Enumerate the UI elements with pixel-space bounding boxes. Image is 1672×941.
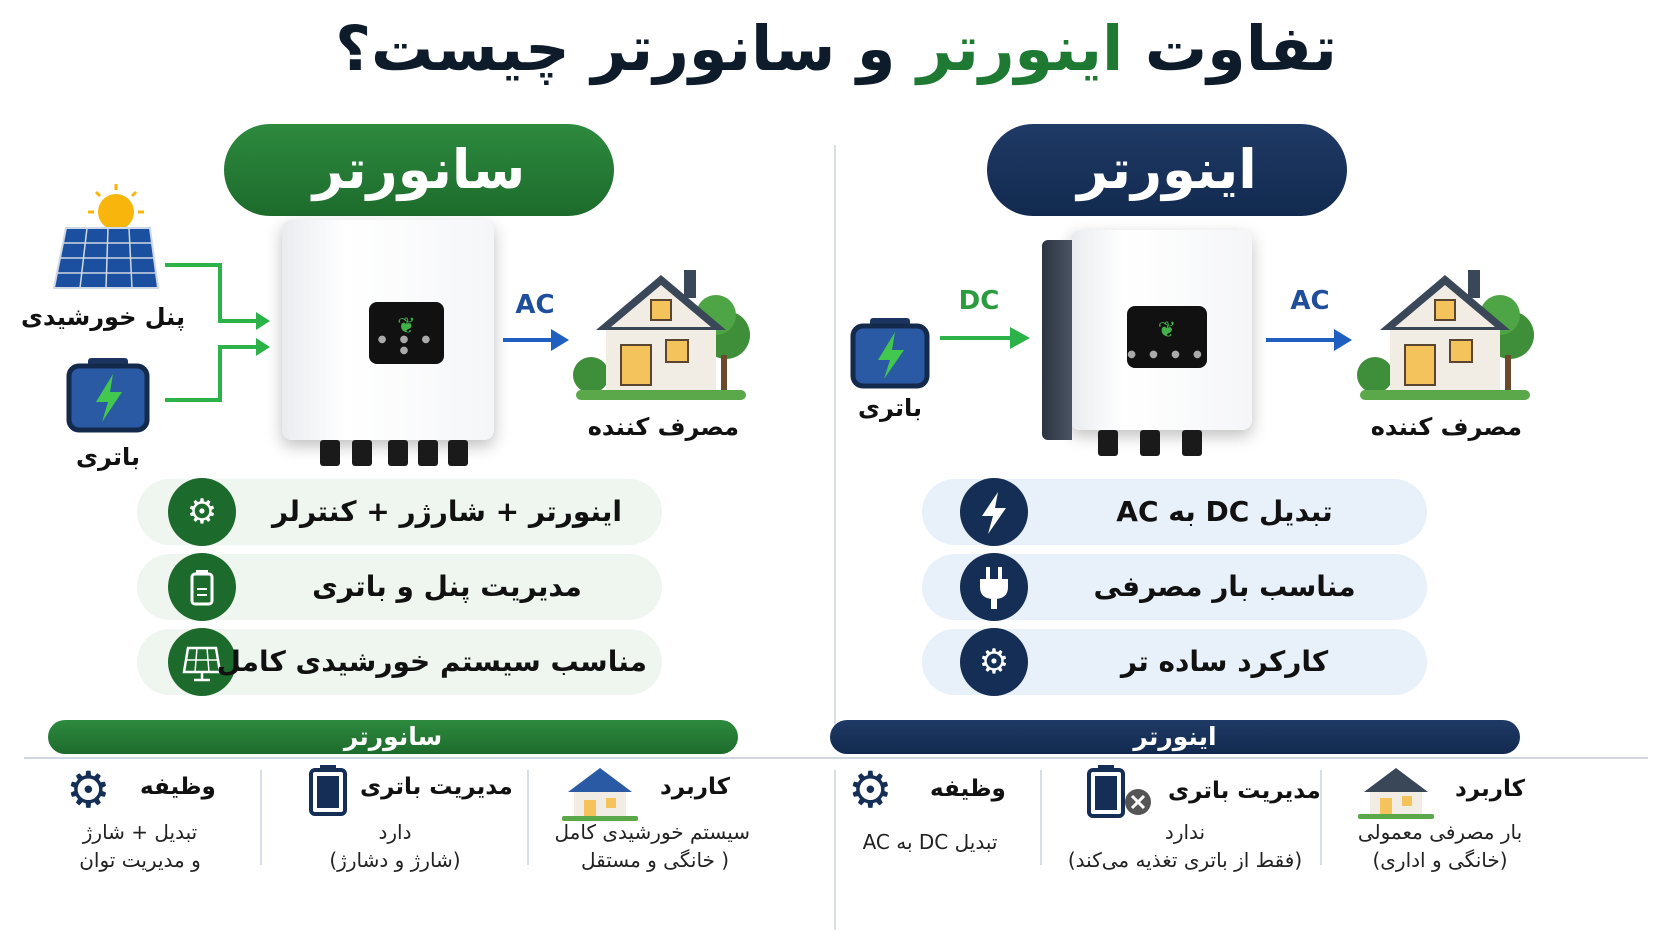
battery-text-left [305, 818, 485, 874]
solar-panel-label: پنل خورشیدی [20, 303, 185, 331]
separator [260, 770, 262, 865]
battery-outline-icon [308, 764, 348, 816]
gear-icon: ⚙ [168, 478, 236, 546]
gear-icon: ⚙ [848, 761, 893, 819]
battery-line: (فقط از باتری تغذیه می‌کند) [1067, 848, 1303, 872]
separator [527, 770, 529, 865]
battery-text-right [1065, 818, 1305, 874]
house-icon [1350, 255, 1540, 405]
separator [1040, 770, 1042, 865]
plug-icon [960, 553, 1028, 621]
battery-small-icon [168, 553, 236, 621]
sunverter-header: سانورتر [224, 124, 614, 216]
bottom-divider [24, 757, 1648, 759]
device-buttons: ● ● ● ● [377, 334, 436, 356]
device-screen [1127, 306, 1207, 368]
feature-text: مناسب بار مصرفی [1093, 570, 1356, 603]
battery-line: ندارد [1164, 820, 1206, 844]
function-text-right [845, 828, 1015, 856]
usage-line: بار مصرفی معمولی [1357, 820, 1523, 844]
dc-label: DC [958, 286, 1000, 316]
input-arrows [160, 255, 275, 405]
battery-title-left: مدیریت باتری [360, 774, 513, 800]
ac-label-left: AC [515, 290, 555, 320]
battery-label-right: باتری [858, 394, 922, 422]
feature-text: مناسب سیستم خورشیدی کامل [216, 645, 647, 678]
feature-text: مدیریت پنل و باتری [312, 570, 582, 603]
battery-disabled-icon [1086, 764, 1156, 820]
inverter-device [1070, 230, 1252, 430]
inverter-header: اینورتر [987, 124, 1347, 216]
leaf-icon: ❦ [1157, 318, 1177, 343]
sunverter-feature-2 [137, 554, 662, 620]
feature-text: کارکرد ساده تر [1120, 645, 1329, 678]
battery-label: باتری [76, 443, 140, 471]
function-line: تبدیل + شارژ [82, 820, 198, 844]
dc-arrow [940, 336, 1012, 340]
usage-text-right [1345, 818, 1535, 874]
feature-text: اینورتر + شارژر + کنترلر [272, 495, 622, 528]
function-line: و مدیریت توان [79, 848, 201, 872]
house-icon [566, 255, 756, 405]
sunverter-summary-bar: سانورتر [48, 720, 738, 754]
page-title [0, 12, 1672, 85]
inverter-feature-2 [922, 554, 1427, 620]
ac-arrow-left [503, 338, 553, 342]
battery-line: دارد [378, 820, 412, 844]
center-divider [834, 145, 836, 740]
function-line: تبدیل DC به AC [862, 830, 998, 854]
inverter-feature-3 [922, 629, 1427, 695]
sunverter-feature-3 [137, 629, 662, 695]
gear-icon: ⚙ [960, 628, 1028, 696]
inverter-summary-bar: اینورتر [830, 720, 1520, 754]
device-buttons: ● ● ● ● [1127, 349, 1207, 360]
device-side-panel [1042, 240, 1072, 440]
title-post: و سانورتر چیست؟ [335, 12, 896, 85]
usage-line: سیستم خورشیدی کامل [554, 820, 750, 844]
usage-title-right: کاربرد [1455, 776, 1525, 802]
ac-label-right: AC [1290, 286, 1330, 316]
inverter-feature-1 [922, 479, 1427, 545]
lightning-icon [960, 478, 1028, 546]
usage-line: ( خانگی و مستقل [580, 848, 730, 872]
sunverter-feature-1 [137, 479, 662, 545]
title-highlight: اینورتر [917, 12, 1124, 85]
usage-title-left: کاربرد [660, 774, 730, 800]
battery-title-right: مدیریت باتری [1168, 778, 1321, 804]
device-screen [369, 302, 444, 364]
sunverter-device [282, 220, 494, 440]
feature-text: تبدیل DC به AC [1116, 495, 1333, 528]
function-title-left: وظیفه [140, 774, 216, 800]
bottom-center-divider [834, 770, 836, 930]
usage-text-left [554, 818, 750, 874]
gear-icon: ⚙ [66, 761, 111, 819]
house-icon [1356, 762, 1436, 820]
ac-arrow-right [1266, 338, 1336, 342]
battery-line: (شارژ و دشارژ) [329, 848, 461, 872]
consumer-label-left: مصرف کننده [587, 413, 739, 441]
battery-icon [850, 316, 930, 390]
solar-panel-icon [48, 180, 163, 290]
function-text-left [50, 818, 230, 874]
house-solar-icon [560, 762, 640, 822]
dc-arrow-head [1010, 327, 1030, 349]
usage-line: (خانگی و اداری) [1372, 848, 1508, 872]
consumer-label-right: مصرف کننده [1370, 413, 1522, 441]
battery-icon [66, 356, 150, 434]
leaf-icon: ❦ [397, 314, 416, 339]
function-title-right: وظیفه [930, 776, 1006, 802]
title-pre: تفاوت [1144, 12, 1337, 85]
